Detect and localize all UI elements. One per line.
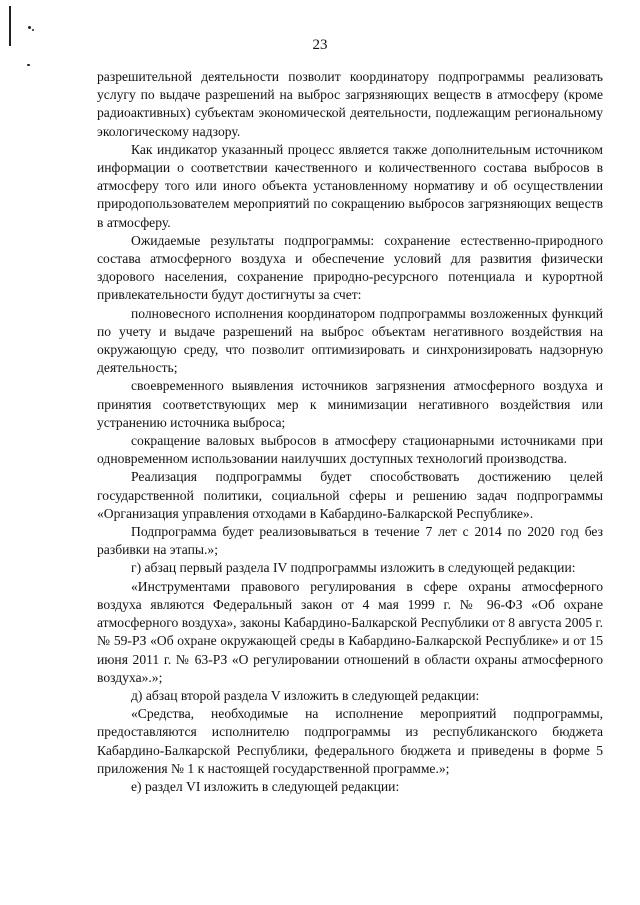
scan-speck bbox=[27, 64, 30, 66]
paragraph-amendment-g: г) абзац первый раздела IV подпрограммы изложить в следующей редакции: bbox=[131, 560, 576, 576]
scan-speck bbox=[28, 26, 31, 29]
paragraph-amendment-d: д) абзац второй раздела V изложить в следующей редакции: bbox=[131, 687, 480, 703]
paragraph-permit-service: разрешительной деятельности позволит координатору подпрограммы реализовать услугу по выдаче разрешений на выброс загрязняющих веществ в атмосферу (кроме радиоактивных) субъектам экономической деятельности, подлежащим региональному экологическому надзору. bbox=[97, 69, 603, 139]
page-number: 23 bbox=[312, 37, 328, 53]
paragraph-emission-reduction: сокращение валовых выбросов в атмосферу стационарными источниками при одновременном использовании наилучших доступных технологий производства. bbox=[97, 433, 603, 467]
paragraph-amendment-e: е) раздел VI изложить в следующей редакции: bbox=[131, 778, 400, 794]
document-body bbox=[97, 68, 603, 796]
paragraph-funding: «Средства, необходимые на исполнение мероприятий подпрограммы, предоставляются исполнителю подпрограммы из республиканского бюджета Кабардино-Балкарской Республики, федерального бюджета и приведены в форме 5 приложения № 1 к настоящей государственной программе.»; bbox=[97, 706, 603, 776]
paragraph-coordinator-functions: полновесного исполнения координатором подпрограммы возложенных функций по учету и выдаче разрешений на выброс объектам негативного воздействия на окружающую среду, что позволит оптимизировать и синхронизировать надзорную деятельность; bbox=[97, 305, 603, 376]
paragraph-implementation-goals: Реализация подпрограммы будет способствовать достижению целей государственной политики, социальной сферы и решению задач подпрограммы «Организация управления отходами в Кабардино-Балкарской Республике». bbox=[97, 469, 603, 521]
paragraph-legal-instruments: «Инструментами правового регулирования в сфере охраны атмосферного воздуха являются Федеральный закон от 4 мая 1999 г. № 96-ФЗ «Об охране атмосферного воздуха», законы Кабардино-Балкарской Республики от 8 августа 2005 г. № 59-РЗ «Об охране окружающей среды в Кабардино-Балкарской Республике» и от 15 июня 2011 г. № 63-РЗ «О регулировании отношений в области охраны атмосферного воздуха».»; bbox=[97, 578, 603, 685]
paragraph-indicator-source: Как индикатор указанный процесс является также дополнительным источником информации о соответствии качественного и количественного состава выбросов в атмосферу того или иного объекта установленному нормативу и об осуществлении природопользователем мероприятий по сокращению выбросов загрязняющих веществ в атмосферу. bbox=[97, 141, 603, 230]
paragraph-expected-results: Ожидаемые результаты подпрограммы: сохранение естественно-природного состава атмосферного воздуха и обеспечение условий для развития физически здорового населения, сохранение природно-ресурсного потенциала и курортной привлекательности будут достигнуты за счет: bbox=[97, 232, 603, 303]
paragraph-timely-detection: своевременного выявления источников загрязнения атмосферного воздуха и принятия соответствующих мер к минимизации негативного воздействия или устранению источника выброса; bbox=[97, 378, 603, 430]
scan-speck bbox=[32, 29, 34, 31]
paragraph-implementation-period: Подпрограмма будет реализовываться в течение 7 лет с 2014 по 2020 год без разбивки на этапы.»; bbox=[97, 524, 603, 558]
